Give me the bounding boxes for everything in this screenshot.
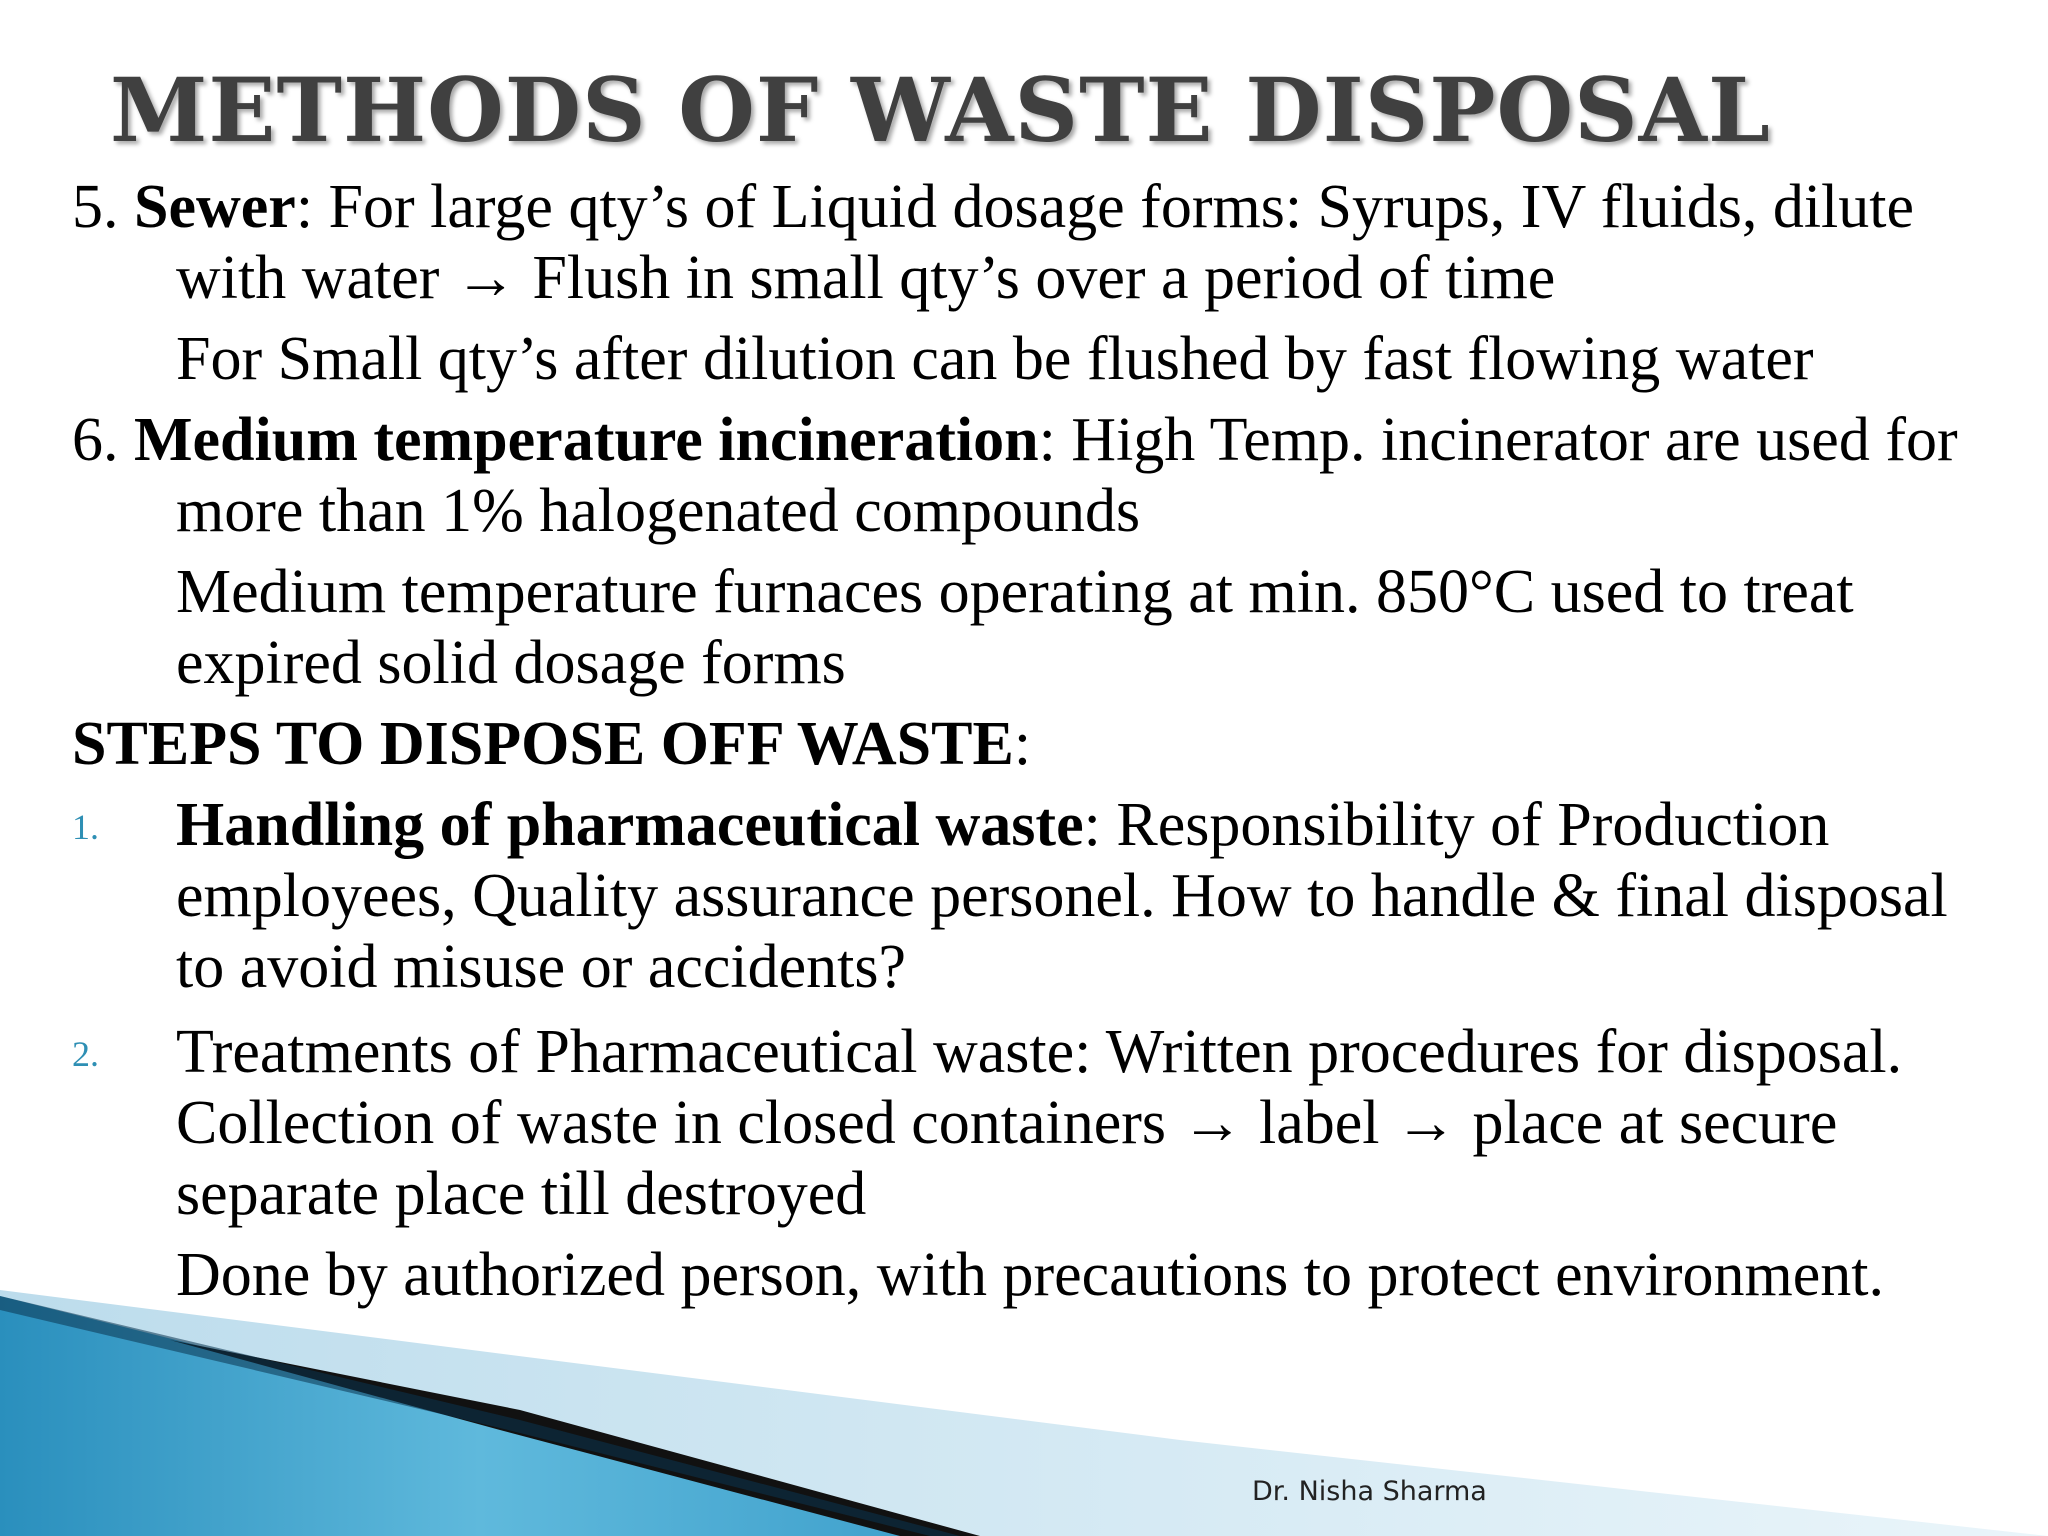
item-text: : For large qty’s of Liquid dosage forms: Syrups, IV fluids, dilute with water → Flush in small qty’s over a period of time: [176, 173, 1915, 312]
step-text: Treatments of Pharmaceutical waste: Written procedures for disposal. Collection of waste in closed containers → label → place at secure separate place till destroyed: [176, 1018, 1903, 1228]
step-term: Handling of pharmaceutical waste: [176, 791, 1084, 859]
author-footer: Dr. Nisha Sharma: [1252, 1476, 1487, 1507]
steps-heading-text: STEPS TO DISPOSE OFF WASTE: [72, 710, 1014, 778]
step-item: [72, 1017, 2002, 1230]
step-extra-note: Done by authorized person, with precautions to protect environment.: [176, 1241, 1884, 1309]
step-item: [72, 790, 2002, 1003]
item-number: 6.: [72, 406, 134, 474]
item-text: : High Temp. incinerator are used for more than 1% halogenated compounds: [176, 406, 1958, 545]
item-sewer-note: For Small qty’s after dilution can be flushed by fast flowing water: [176, 325, 1814, 393]
step-number: 1.: [72, 807, 99, 847]
item-number: 5.: [72, 173, 134, 241]
item-term: Sewer: [134, 173, 296, 241]
slide-body: [72, 172, 2002, 1311]
step-text: : Responsibility of Production employees, Quality assurance personel. How to handle & final disposal to avoid misuse or accidents?: [176, 791, 1948, 1001]
item-term: Medium temperature incineration: [134, 406, 1039, 474]
steps-heading: [72, 709, 2002, 780]
steps-heading-colon: :: [1013, 710, 1032, 778]
item-incineration-note: Medium temperature furnaces operating at min. 850°C used to treat expired solid dosage forms: [176, 558, 1854, 697]
item-sewer: [72, 172, 2002, 314]
step-number: 2.: [72, 1034, 99, 1074]
item-incineration: [72, 405, 2002, 547]
slide-title: METHODS OF WASTE DISPOSAL: [110, 58, 1771, 162]
